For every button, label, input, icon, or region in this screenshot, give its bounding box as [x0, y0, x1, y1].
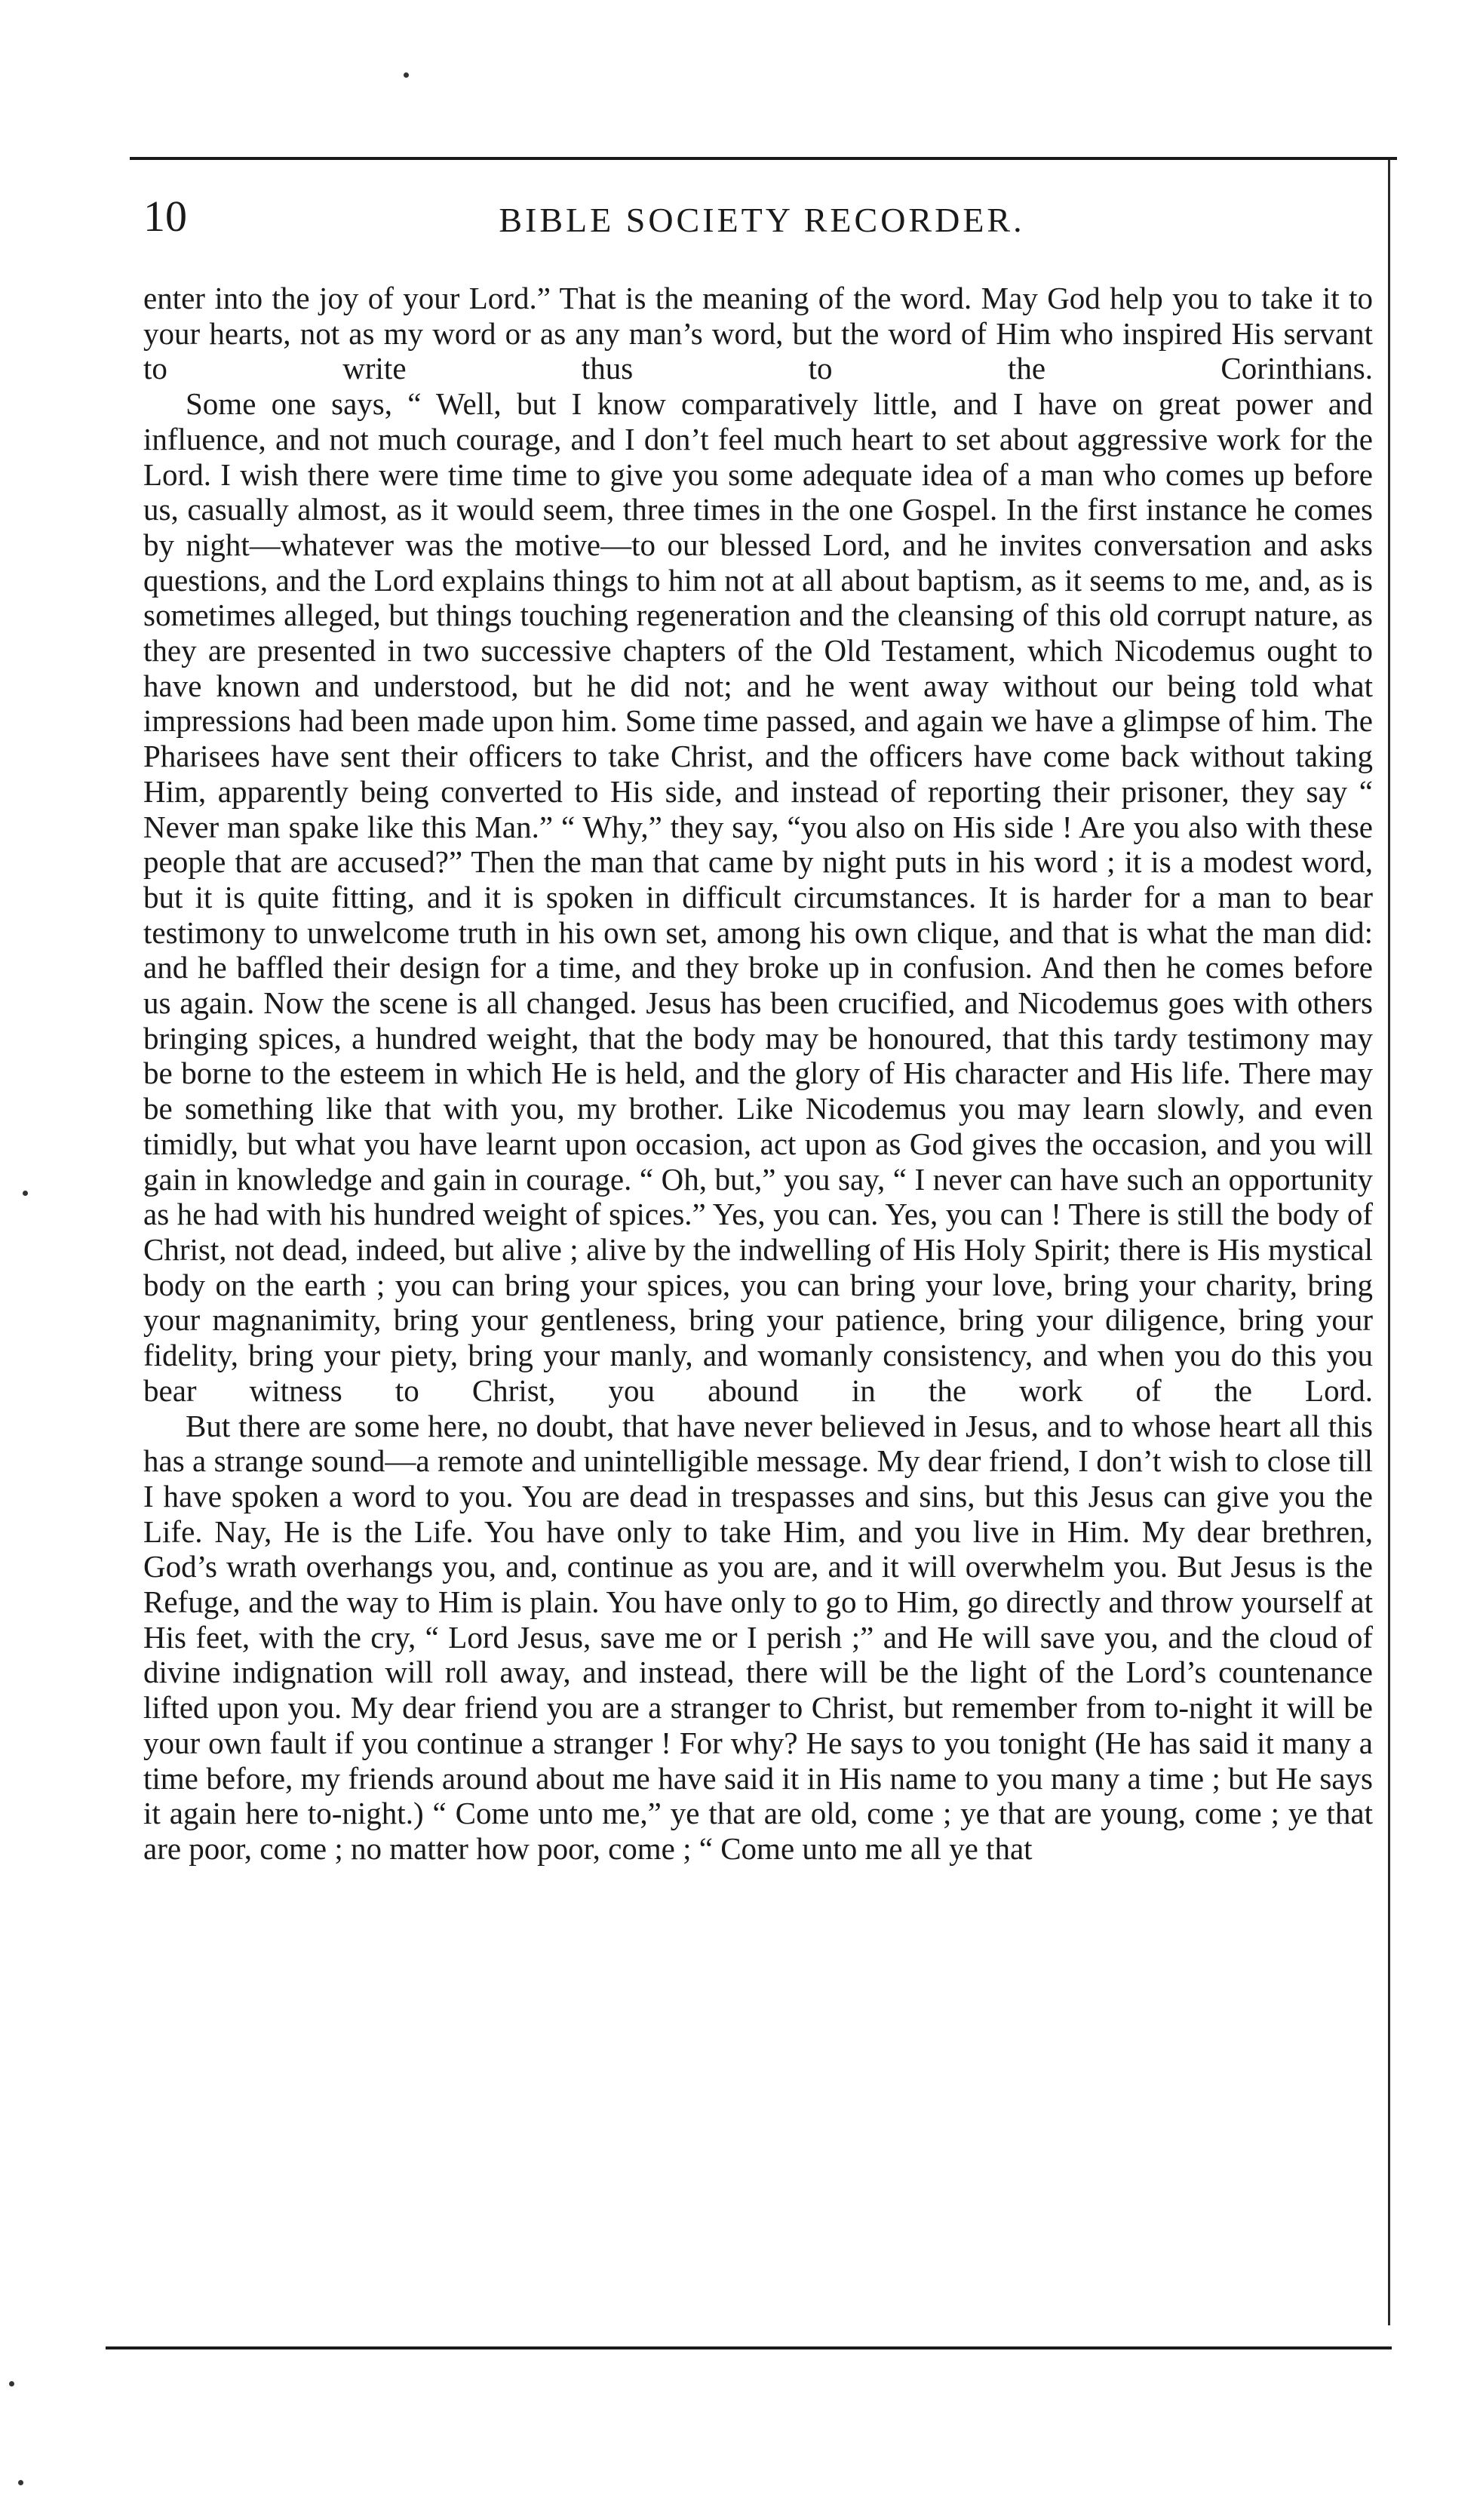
bottom-rule — [106, 2346, 1392, 2349]
paragraph-2: Some one says, “ Well, but I know comparatively little, and I have on great power and influence, and not much courage, and I don’t feel much heart to set about aggressive work for the Lord. I wish there were time time to give you some adequate idea of a man who comes up before us, casually almost, as it would seem, three times in the one Gospel. In the first instance he comes by night—whatever was the motive—to our blessed Lord, and he invites conversation and asks questions, and the Lord explains things to him not at all about baptism, as it seems to me, and, as is sometimes alleged, but things touching regeneration and the cleansing of this old corrupt nature, as they are presented in two successive chapters of the Old Testament, which Nicodemus ought to have known and understood, but he did not; and he went away without our being told what impressions had been made upon him. Some time passed, and again we have a glimpse of him. The Pharisees have sent their officers to take Christ, and the officers have come back without taking Him, apparently being converted to His side, and instead of reporting their prisoner, they say “ Never man spake like this Man.” “ Why,” they say, “you also on His side ! Are you also with these people that are accused?” Then the man that came by night puts in his word ; it is a modest word, but it is quite fitting, and it is spoken in difficult circumstances. It is harder for a man to bear testimony to unwelcome truth in his own set, among his own clique, and that is what the man did: and he baffled their design for a time, and they broke up in confusion. And then he comes before us again. Now the scene is all changed. Jesus has been crucified, and Nicodemus goes with others bringing spices, a hundred weight, that the body may be honoured, that this tardy testimony may be borne to the esteem in which He is held, and the glory of His character and His life. There may be something like that with you, my brother. Like Nicodemus you may learn slowly, and even timidly, but what you have learnt upon occasion, act upon as God gives the occasion, and you will gain in knowledge and gain in courage. “ Oh, but,” you say, “ I never can have such an opportunity as he had with his hundred weight of spices.” Yes, you can. Yes, you can ! There is still the body of Christ, not dead, indeed, but alive ; alive by the indwelling of His Holy Spirit; there is His mystical body on the earth ; you can bring your spices, you can bring your love, bring your charity, bring your magnanimity, bring your gentleness, bring your patience, bring your diligence, bring your fidelity, bring your piety, bring your manly, and womanly consistency, and when you do this you bear witness to Christ, you abound in the work of the Lord. — [143, 386, 1373, 1408]
page-number: 10 — [143, 192, 187, 241]
scan-speck — [23, 1191, 28, 1196]
paragraph-1: enter into the joy of your Lord.” That is the meaning of the word. May God help you to take it to your hearts, not as my word or as any man’s word, but the word of Him who inspired His servant to write thus to the Corinthians. — [143, 281, 1373, 386]
running-title: BIBLE SOCIETY RECORDER. — [499, 201, 1025, 239]
scan-speck — [18, 2480, 23, 2485]
top-rule — [130, 157, 1397, 160]
scan-speck — [404, 72, 409, 78]
paragraph-3: But there are some here, no doubt, that have never believed in Jesus, and to whose heart all this has a strange sound—a remote and unintelligible message. My dear friend, I don’t wish to close till I have spoken a word to you. You are dead in trespasses and sins, but this Jesus can give you the Life. Nay, He is the Life. You have only to take Him, and you live in Him. My dear brethren, God’s wrath overhangs you, and, continue as you are, and it will overwhelm you. But Jesus is the Refuge, and the way to Him is plain. You have only to go to Him, go directly and throw yourself at His feet, with the cry, “ Lord Jesus, save me or I perish ;” and He will save you, and the cloud of divine indignation will roll away, and instead, there will be the light of the Lord’s countenance lifted upon you. My dear friend you are a stranger to Christ, but remember from to-night it will be your own fault if you continue a stranger ! For why? He says to you tonight (He has said it many a time before, my friends around about me have said it in His name to you many a time ; but He says it again here to-night.) “ Come unto me,” ye that are old, come ; ye that are young, come ; ye that are poor, come ; no matter how poor, come ; “ Come unto me all ye that — [143, 1408, 1373, 1866]
running-head — [143, 190, 1380, 250]
scan-speck — [9, 2381, 14, 2386]
right-border-rule — [1388, 160, 1390, 2325]
article-body — [143, 281, 1373, 1867]
